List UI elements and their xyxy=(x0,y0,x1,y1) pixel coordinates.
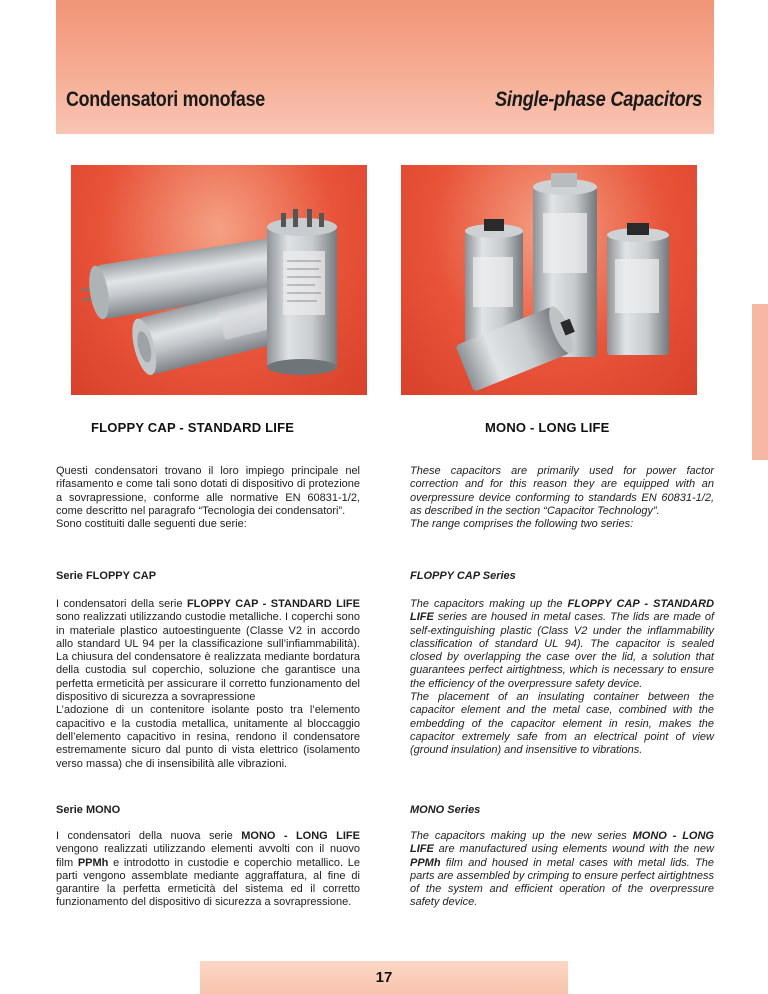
floppy-heading-english: FLOPPY CAP Series xyxy=(410,570,516,582)
mono-en-c: are manufactured using elements wound with the new xyxy=(433,843,714,856)
mono-photo xyxy=(401,165,697,395)
floppy-cap-photo xyxy=(71,165,367,395)
floppy-cap-illustration xyxy=(71,165,367,395)
floppy-it-c: sono realizzati utilizzando custodie metalliche. I coperchi sono in materiale plastico autoestinguente (Classe V2 in accordo allo standard UL 94 per la classificazione sull’infiammabilità). La chiusura del condensatore è realizzata mediante bordatura della custodia sul coperchio, soluzione che garantisce una perfetta ermeticità per assicurare il corretto funzionamento del dispositivo di sicurezza a sovrapressione xyxy=(56,611,360,704)
page-number: 17 xyxy=(375,969,393,986)
floppy-it-a: I condensatori della serie xyxy=(56,598,187,610)
mono-en-b: MONO - LONG LIFE xyxy=(410,830,714,856)
intro-italian-text-2: Sono costituiti dalle seguenti due serie: xyxy=(56,518,247,531)
floppy-body-italian xyxy=(56,598,360,771)
intro-italian xyxy=(56,465,360,531)
header-band xyxy=(56,0,714,134)
intro-english xyxy=(410,465,714,531)
floppy-cap-label: FLOPPY CAP - STANDARD LIFE xyxy=(91,420,295,435)
floppy-it-2: L’adozione di un contenitore isolante posto tra l’elemento capacitivo e la custodia metallica, unitamente al bloccaggio dell’elemento capacitivo in resina, rendono il condensatore estremamente sicuro dal punto di vista elettrico (isolamento verso massa) che di insensibilità alle vibrazioni. xyxy=(56,704,360,770)
intro-english-text: These capacitors are primarily used for power factor correction and for this reason they are equipped with an overpressure device conforming to standards EN 60831-1/2, as described in the section “Capacitor Technology”. xyxy=(410,465,714,517)
floppy-en-c: series are housed in metal cases. The lids are made of self-extinguishing plastic (Class V2 under the inflammability classification of standard UL 94). The capacitor is sealed closed by overlapping the case over the lid, a solution that guarantees perfect airtightness, which is necessary to ensure the efficiency of the overpressure safety device. xyxy=(410,611,714,690)
side-tab xyxy=(752,304,768,460)
mono-it-c: vengono realizzati utilizzando elementi avvolti con il nuovo film xyxy=(56,843,360,869)
mono-en-e: film and housed in metal cases with metal lids. The parts are assembled by crimping to ensure perfect airtightness of the system and efficient operation of the overpressure safety device. xyxy=(410,856,714,909)
floppy-en-a: The capacitors making up the xyxy=(410,598,568,610)
mono-it-d: PPMh xyxy=(77,856,109,869)
mono-it-b: MONO - LONG LIFE xyxy=(241,830,360,842)
title-english: Single-phase Capacitors xyxy=(494,88,702,111)
intro-italian-text: Questi condensatori trovano il loro impiego principale nel rifasamento e come tali sono dotati di dispositivo di protezione a sovrapressione, conforme alle normative EN 60831-1/2, come descritto nel paragrafo “Tecnologia dei condensatori”. xyxy=(56,465,360,517)
page-number-box xyxy=(200,961,568,994)
mono-body-english xyxy=(410,830,714,910)
mono-heading-english: MONO Series xyxy=(410,804,481,816)
floppy-heading-italian: Serie FLOPPY CAP xyxy=(56,570,157,582)
floppy-en-2: The placement of an insulating container between the capacitor element and the metal case, combined with the embedding of the capacitor element in resin, makes the capacitor extremely safe from an electrical point of view (ground insulation) and insensitive to vibrations. xyxy=(410,691,714,757)
mono-it-e: e introdotto in custodie e coperchio metallico. Le parti vengono assemblate mediante aggraffatura, al fine di garantire la perfetta ermeticità del sistema ed il corretto funzionamento del dispositivo di sicurezza a sovrapressione. xyxy=(56,856,360,909)
floppy-en-b: FLOPPY CAP - STANDARD LIFE xyxy=(410,598,715,624)
mono-heading-italian: Serie MONO xyxy=(56,804,121,816)
floppy-it-b: FLOPPY CAP - STANDARD LIFE xyxy=(186,598,360,610)
mono-illustration xyxy=(401,165,697,395)
mono-body-italian xyxy=(56,830,360,910)
mono-en-d: PPMh xyxy=(410,856,441,869)
title-italian: Condensatori monofase xyxy=(66,88,265,111)
mono-it-a: I condensatori della nuova serie xyxy=(56,830,242,842)
floppy-body-english xyxy=(410,598,714,758)
intro-english-text-2: The range comprises the following two series: xyxy=(410,518,634,531)
mono-label: MONO - LONG LIFE xyxy=(485,420,610,435)
mono-en-a: The capacitors making up the new series xyxy=(410,830,633,842)
